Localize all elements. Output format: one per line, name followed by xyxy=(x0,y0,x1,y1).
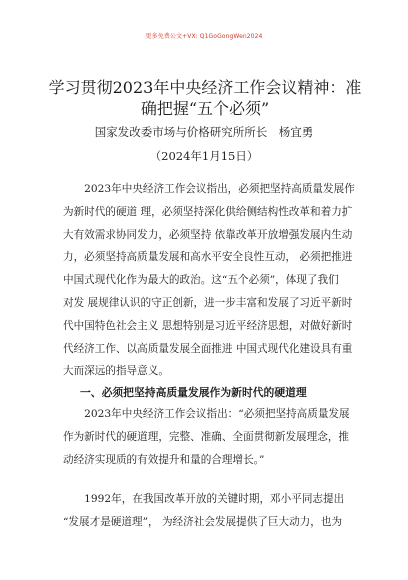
section-heading: 一、必须把坚持高质量发展作为新时代的硬道理 xyxy=(80,386,307,399)
paragraph-intro xyxy=(63,178,355,383)
text-line: 1992年，在我国改革开放的关键时期，邓小平同志提出 xyxy=(63,493,345,505)
text-line: 中国式现代化作为最大的政治。这“五个必须”，体现了我们 xyxy=(63,274,339,287)
title-line: 学习贯彻2023年中央经济工作会议精神：准 xyxy=(48,78,362,97)
text-line: “发展才是硬道理”， 为经济社会发展提供了巨大动力，也为 xyxy=(63,515,343,528)
author-line: 国家发改委市场与价格研究所所长 杨宜勇 xyxy=(94,125,314,139)
paragraph-section-one xyxy=(63,403,355,471)
date-line: （2024年1月15日） xyxy=(149,149,259,163)
paragraph-1992 xyxy=(63,488,355,534)
text-line: 2023年中央经济工作会议指出，必须把坚持高质量发展作 xyxy=(63,183,355,195)
text-line: 动经济实现质的有效提升和量的合理增长。” xyxy=(63,453,265,466)
text-line: 代经济工作、以高质量发展全面推进 中国式现代化建设具有重 xyxy=(63,342,353,355)
text-line: 2023年中央经济工作会议指出：“必须把坚持高质量发展 xyxy=(63,408,350,420)
text-line: 作为新时代的硬道理，完整、准确、全面贯彻新发展理念，推 xyxy=(63,430,350,443)
text-line: 力，必须坚持高质量发展和高水平安全良性互动， 必须把推进 xyxy=(63,251,353,264)
title-line: 确把握“五个必须” xyxy=(140,99,270,118)
text-line: 为新时代的硬道 理，必须坚持深化供给侧结构性改革和着力扩 xyxy=(63,205,353,218)
text-line: 大有效需求协同发力，必须坚持 依靠改革开放增强发展内生动 xyxy=(63,228,353,241)
text-line: 对发 展规律认识的守正创新，进一步丰富和发展了习近平新时 xyxy=(63,296,353,309)
header-watermark-note: 更多免费公文+VX: Q1GoGongWen2024 xyxy=(145,33,263,40)
text-line: 大而深远的指导意义。 xyxy=(63,365,169,378)
text-line: 代中国特色社会主义 思想特别是习近平经济思想，对做好新时 xyxy=(63,319,353,332)
document-title xyxy=(40,77,370,119)
